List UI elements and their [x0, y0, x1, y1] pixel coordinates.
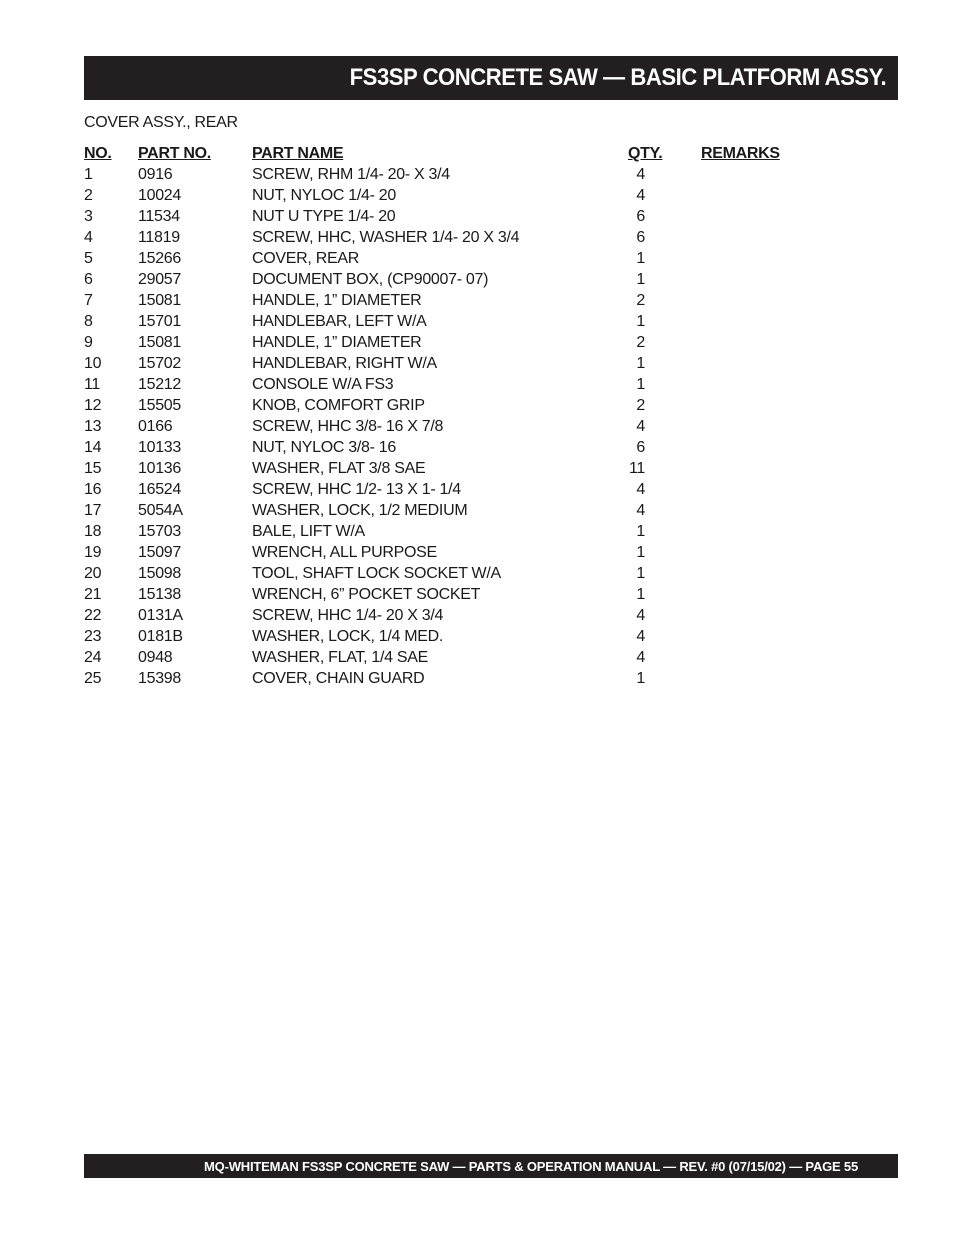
cell-no: 12 [84, 397, 102, 414]
cell-no: 2 [84, 187, 93, 204]
cell-qty: 4 [636, 628, 645, 645]
cell-remarks [701, 353, 801, 374]
header-no: NO. [84, 145, 112, 162]
header-qty: QTY. [628, 145, 663, 162]
cell-qty: 4 [636, 418, 645, 435]
cell-qty: 1 [636, 544, 645, 561]
cell-no: 8 [84, 313, 93, 330]
cell-no: 11 [84, 376, 101, 393]
cell-part-no: 15702 [138, 355, 181, 372]
cell-part-name: SCREW, RHM 1/4- 20- X 3/4 [252, 166, 450, 183]
cell-no: 16 [84, 481, 102, 498]
cell-part-no: 0181B [138, 628, 183, 645]
cell-part-no: 15212 [138, 376, 181, 393]
cell-part-name: TOOL, SHAFT LOCK SOCKET W/A [252, 565, 501, 582]
cell-qty: 1 [636, 250, 645, 267]
cell-qty: 1 [636, 523, 645, 540]
cell-qty: 1 [636, 271, 645, 288]
cell-remarks [701, 206, 801, 227]
cell-part-no: 11819 [138, 229, 180, 246]
cell-part-name: HANDLE, 1” DIAMETER [252, 334, 422, 351]
cell-part-name: HANDLEBAR, LEFT W/A [252, 313, 427, 330]
cell-part-no: 15098 [138, 565, 181, 582]
cell-part-name: SCREW, HHC 1/2- 13 X 1- 1/4 [252, 481, 461, 498]
table-row [84, 668, 801, 689]
cell-remarks [701, 311, 801, 332]
cell-remarks [701, 227, 801, 248]
cell-part-no: 16524 [138, 481, 181, 498]
cell-remarks [701, 374, 801, 395]
cell-remarks [701, 269, 801, 290]
cell-no: 3 [84, 208, 93, 225]
cell-part-no: 10133 [138, 439, 181, 456]
cell-qty: 4 [636, 607, 645, 624]
table-row [84, 605, 801, 626]
cell-part-no: 15505 [138, 397, 181, 414]
cell-part-name: NUT, NYLOC 3/8- 16 [252, 439, 396, 456]
cell-part-name: WRENCH, ALL PURPOSE [252, 544, 437, 561]
cell-part-no: 15081 [138, 292, 181, 309]
cell-part-name: WASHER, LOCK, 1/4 MED. [252, 628, 444, 645]
parts-table [84, 143, 801, 689]
cell-part-name: WASHER, FLAT 3/8 SAE [252, 460, 426, 477]
page-title: FS3SP CONCRETE SAW — BASIC PLATFORM ASSY. [349, 64, 886, 91]
cell-part-no: 11534 [138, 208, 180, 225]
cell-remarks [701, 521, 801, 542]
table-row [84, 542, 801, 563]
cell-part-no: 15701 [138, 313, 181, 330]
cell-remarks [701, 164, 801, 185]
cell-part-name: CONSOLE W/A FS3 [252, 376, 394, 393]
cell-part-name: DOCUMENT BOX, (CP90007- 07) [252, 271, 489, 288]
cell-qty: 1 [636, 376, 645, 393]
cell-qty: 4 [636, 166, 645, 183]
table-row [84, 290, 801, 311]
cell-part-name: COVER, CHAIN GUARD [252, 670, 425, 687]
cell-part-no: 29057 [138, 271, 181, 288]
header-remarks: REMARKS [701, 145, 780, 162]
table-header-row [84, 143, 801, 164]
cell-part-no: 0948 [138, 649, 173, 666]
cell-no: 23 [84, 628, 102, 645]
table-row [84, 458, 801, 479]
cell-remarks [701, 437, 801, 458]
cell-remarks [701, 416, 801, 437]
cell-qty: 6 [636, 229, 645, 246]
table-row [84, 206, 801, 227]
cell-no: 13 [84, 418, 102, 435]
cell-remarks [701, 248, 801, 269]
table-row [84, 416, 801, 437]
table-row [84, 332, 801, 353]
cell-remarks [701, 584, 801, 605]
header-part-no: PART NO. [138, 145, 211, 162]
cell-no: 18 [84, 523, 102, 540]
cell-remarks [701, 395, 801, 416]
cell-no: 21 [84, 586, 102, 603]
cell-part-name: WASHER, LOCK, 1/2 MEDIUM [252, 502, 468, 519]
cell-part-no: 0916 [138, 166, 173, 183]
cell-qty: 4 [636, 481, 645, 498]
cell-remarks [701, 605, 801, 626]
cell-no: 5 [84, 250, 93, 267]
cell-qty: 2 [636, 397, 645, 414]
cell-qty: 6 [636, 439, 645, 456]
table-row [84, 164, 801, 185]
cell-part-no: 15097 [138, 544, 181, 561]
cell-remarks [701, 332, 801, 353]
table-row [84, 647, 801, 668]
cell-part-name: COVER, REAR [252, 250, 359, 267]
cell-qty: 4 [636, 187, 645, 204]
cell-no: 20 [84, 565, 102, 582]
cell-qty: 2 [636, 334, 645, 351]
cell-part-no: 15266 [138, 250, 181, 267]
cell-part-name: HANDLEBAR, RIGHT W/A [252, 355, 437, 372]
cell-part-name: SCREW, HHC 3/8- 16 X 7/8 [252, 418, 444, 435]
cell-part-no: 15138 [138, 586, 181, 603]
table-row [84, 626, 801, 647]
cell-remarks [701, 647, 801, 668]
footer-bar [84, 1154, 898, 1178]
cell-qty: 1 [636, 313, 645, 330]
cell-qty: 4 [636, 502, 645, 519]
cell-part-no: 10136 [138, 460, 181, 477]
parts-table-body [84, 164, 801, 689]
table-row [84, 248, 801, 269]
cell-no: 7 [84, 292, 93, 309]
table-row [84, 269, 801, 290]
cell-no: 17 [84, 502, 102, 519]
table-row [84, 479, 801, 500]
cell-qty: 1 [636, 565, 645, 582]
cell-qty: 1 [636, 355, 645, 372]
cell-remarks [701, 479, 801, 500]
table-row [84, 185, 801, 206]
table-row [84, 227, 801, 248]
cell-no: 22 [84, 607, 102, 624]
cell-qty: 1 [636, 586, 645, 603]
cell-no: 19 [84, 544, 102, 561]
cell-no: 6 [84, 271, 93, 288]
cell-remarks [701, 668, 801, 689]
cell-qty: 6 [636, 208, 645, 225]
table-row [84, 563, 801, 584]
cell-remarks [701, 626, 801, 647]
cell-part-name: WRENCH, 6” POCKET SOCKET [252, 586, 481, 603]
cell-remarks [701, 542, 801, 563]
cell-no: 1 [84, 166, 93, 183]
cell-no: 10 [84, 355, 102, 372]
cell-remarks [701, 563, 801, 584]
table-row [84, 374, 801, 395]
cell-part-no: 5054A [138, 502, 183, 519]
cell-no: 9 [84, 334, 93, 351]
cell-no: 24 [84, 649, 102, 666]
table-row [84, 500, 801, 521]
cell-no: 25 [84, 670, 102, 687]
cell-part-name: WASHER, FLAT, 1/4 SAE [252, 649, 428, 666]
cell-part-name: KNOB, COMFORT GRIP [252, 397, 425, 414]
cell-part-no: 15398 [138, 670, 181, 687]
table-row [84, 353, 801, 374]
cell-part-name: NUT U TYPE 1/4- 20 [252, 208, 396, 225]
cell-remarks [701, 185, 801, 206]
cell-part-no: 15703 [138, 523, 181, 540]
footer-text: MQ-WHITEMAN FS3SP CONCRETE SAW — PARTS & OPERATION MANUAL — REV. #0 (07/15/02) — PAGE 55 [204, 1158, 858, 1174]
cell-qty: 11 [628, 460, 645, 477]
cell-part-no: 0131A [138, 607, 183, 624]
cell-part-name: SCREW, HHC 1/4- 20 X 3/4 [252, 607, 444, 624]
cell-no: 14 [84, 439, 102, 456]
cell-part-name: BALE, LIFT W/A [252, 523, 365, 540]
cell-part-no: 0166 [138, 418, 173, 435]
cell-part-name: SCREW, HHC, WASHER 1/4- 20 X 3/4 [252, 229, 520, 246]
page-title-bar [84, 56, 898, 100]
table-row [84, 311, 801, 332]
table-row [84, 437, 801, 458]
cell-remarks [701, 290, 801, 311]
cell-part-name: NUT, NYLOC 1/4- 20 [252, 187, 396, 204]
section-label: COVER ASSY., REAR [84, 114, 238, 131]
table-row [84, 521, 801, 542]
cell-no: 4 [84, 229, 93, 246]
cell-part-name: HANDLE, 1” DIAMETER [252, 292, 422, 309]
cell-no: 15 [84, 460, 102, 477]
cell-remarks [701, 458, 801, 479]
cell-qty: 4 [636, 649, 645, 666]
cell-qty: 1 [636, 670, 645, 687]
cell-qty: 2 [636, 292, 645, 309]
table-row [84, 395, 801, 416]
cell-part-no: 15081 [138, 334, 181, 351]
cell-part-no: 10024 [138, 187, 181, 204]
header-part-name: PART NAME [252, 145, 344, 162]
cell-remarks [701, 500, 801, 521]
table-row [84, 584, 801, 605]
